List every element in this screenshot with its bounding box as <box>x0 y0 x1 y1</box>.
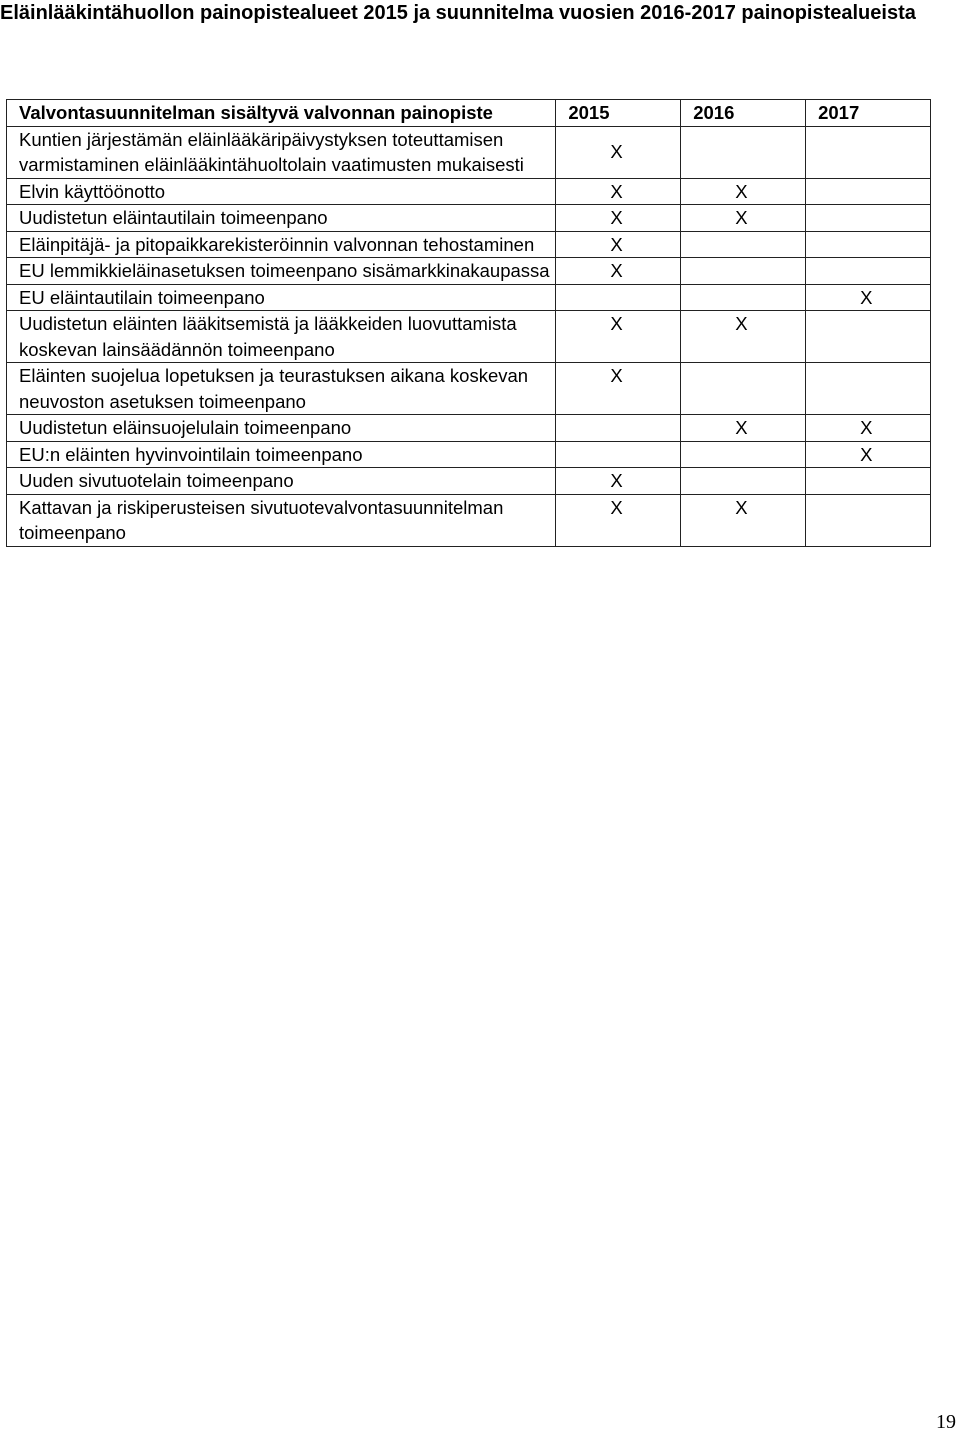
page-number: 19 <box>936 1411 956 1433</box>
mark-2017 <box>806 494 931 546</box>
row-topic: Eläinpitäjä- ja pitopaikkarekisteröinnin valvonnan tehostaminen <box>7 231 556 258</box>
mark-2016 <box>681 231 806 258</box>
table-row <box>7 415 931 442</box>
mark-2016 <box>681 468 806 495</box>
table-row <box>7 284 931 311</box>
mark-2015: X <box>556 258 681 285</box>
mark-2016 <box>681 126 806 178</box>
mark-2017: X <box>806 415 931 442</box>
row-topic: Uuden sivutuotelain toimeenpano <box>7 468 556 495</box>
header-topic: Valvontasuunnitelman sisältyvä valvonnan painopiste <box>7 100 556 127</box>
row-topic: EU lemmikkieläinasetuksen toimeenpano sisämarkkinakaupassa <box>7 258 556 285</box>
table-row <box>7 363 931 415</box>
mark-2017: X <box>806 441 931 468</box>
mark-2015 <box>556 441 681 468</box>
mark-2015: X <box>556 178 681 205</box>
mark-2016 <box>681 284 806 311</box>
mark-2017: X <box>806 284 931 311</box>
table-header-row <box>7 100 931 127</box>
page-title: Eläinlääkintähuollon painopistealueet 2015 ja suunnitelma vuosien 2016-2017 painopistealueista <box>0 2 916 24</box>
table-row <box>7 231 931 258</box>
row-topic: Uudistetun eläinten lääkitsemistä ja lääkkeiden luovuttamista koskevan lainsäädännön toimeenpano <box>7 311 556 363</box>
mark-2015: X <box>556 231 681 258</box>
mark-2016: X <box>681 205 806 232</box>
mark-2015 <box>556 415 681 442</box>
mark-2016 <box>681 363 806 415</box>
mark-2015: X <box>556 205 681 232</box>
header-year-2017: 2017 <box>806 100 931 127</box>
row-topic: Uudistetun eläinsuojelulain toimeenpano <box>7 415 556 442</box>
row-topic: Kuntien järjestämän eläinlääkäripäivystyksen toteuttamisen varmistaminen eläinlääkintähuoltolain vaatimusten mukaisesti <box>7 126 556 178</box>
row-topic: EU:n eläinten hyvinvointilain toimeenpano <box>7 441 556 468</box>
table-row <box>7 178 931 205</box>
mark-2016: X <box>681 494 806 546</box>
table-row <box>7 205 931 232</box>
mark-2017 <box>806 231 931 258</box>
mark-2016 <box>681 441 806 468</box>
mark-2016: X <box>681 415 806 442</box>
table-row <box>7 126 931 178</box>
mark-2017 <box>806 363 931 415</box>
priority-table <box>6 99 931 547</box>
mark-2017 <box>806 258 931 285</box>
mark-2017 <box>806 205 931 232</box>
table-row <box>7 311 931 363</box>
row-topic: Elvin käyttöönotto <box>7 178 556 205</box>
mark-2016: X <box>681 178 806 205</box>
table-row <box>7 258 931 285</box>
mark-2015 <box>556 284 681 311</box>
mark-2015: X <box>556 494 681 546</box>
table-row <box>7 494 931 546</box>
mark-2017 <box>806 178 931 205</box>
mark-2016 <box>681 258 806 285</box>
table-row <box>7 441 931 468</box>
row-topic: Eläinten suojelua lopetuksen ja teurastuksen aikana koskevan neuvoston asetuksen toimeenpano <box>7 363 556 415</box>
mark-2015: X <box>556 126 681 178</box>
table-row <box>7 468 931 495</box>
mark-2015: X <box>556 311 681 363</box>
header-year-2016: 2016 <box>681 100 806 127</box>
mark-2017 <box>806 311 931 363</box>
row-topic: Kattavan ja riskiperusteisen sivutuotevalvontasuunnitelman toimeenpano <box>7 494 556 546</box>
mark-2015: X <box>556 363 681 415</box>
mark-2017 <box>806 126 931 178</box>
row-topic: Uudistetun eläintautilain toimeenpano <box>7 205 556 232</box>
header-year-2015: 2015 <box>556 100 681 127</box>
row-topic: EU eläintautilain toimeenpano <box>7 284 556 311</box>
mark-2017 <box>806 468 931 495</box>
mark-2016: X <box>681 311 806 363</box>
mark-2015: X <box>556 468 681 495</box>
